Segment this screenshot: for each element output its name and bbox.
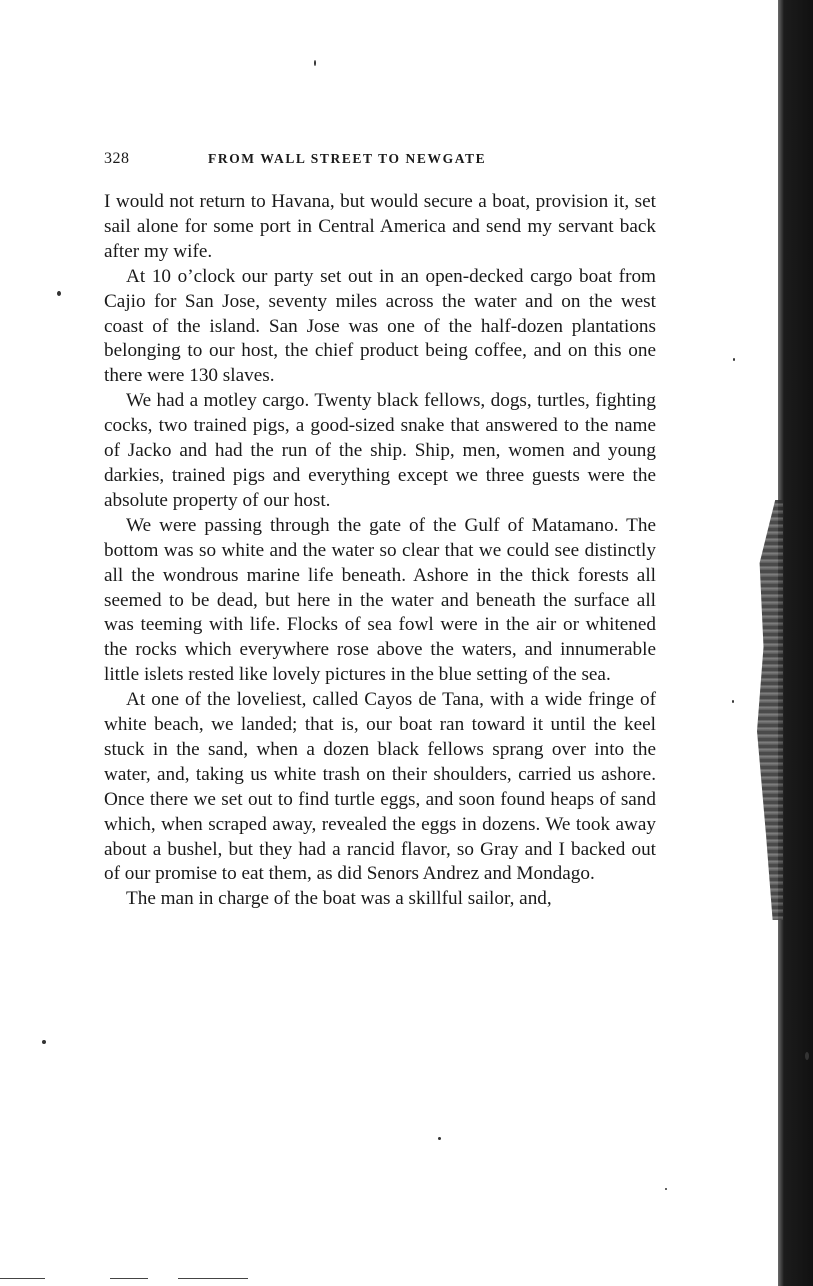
scan-speck <box>57 291 61 296</box>
scan-speck <box>732 700 734 703</box>
body-text <box>104 190 656 912</box>
scan-speck <box>438 1137 441 1140</box>
scan-rule <box>178 1278 248 1279</box>
scan-rule <box>110 1278 148 1279</box>
scan-rule <box>0 1278 45 1279</box>
scan-speck <box>42 1040 46 1044</box>
running-title: FROM WALL STREET TO NEWGATE <box>208 151 487 166</box>
paragraph-2: At 10 o’clock our party set out in an open-decked cargo boat from Cajio for San Jose, seventy miles across the water and on the west coast of the island. San Jose was one of the half-dozen plantations belonging to our host, the chief product being coffee, and on this one there were 130 slaves. <box>104 265 656 387</box>
page-header <box>104 150 664 174</box>
scan-edge-artifact <box>757 500 783 920</box>
scan-speck <box>805 1052 809 1060</box>
paragraph-5: At one of the loveliest, called Cayos de Tana, with a wide fringe of white beach, we landed; that is, our boat ran toward it until the keel stuck in the sand, when a dozen black fellows sprang over into the water, and, taking us white trash on their shoulders, carried us ashore. Once there we set out to find turtle eggs, and soon found heaps of sand which, when scraped away, revealed the eggs in dozens. We took away about a bushel, but they had a rancid flavor, so Gray and I backed out of our promise to eat them, as did Senors Andrez and Mondago. <box>104 689 656 885</box>
paragraph-3: We had a motley cargo. Twenty black fellows, dogs, turtles, fighting cocks, two trained pigs, a good-sized snake that answered to the name of Jacko and had the run of the ship. Ship, men, women and young darkies, trained pigs and everything except we three guests were the absolute property of our host. <box>104 390 656 511</box>
page-number: 328 <box>104 150 130 167</box>
scan-binding-shadow <box>778 0 813 1286</box>
scan-speck <box>665 1188 667 1190</box>
paragraph-6: The man in charge of the boat was a skillful sailor, and, <box>126 888 552 910</box>
paragraph-4: We were passing through the gate of the Gulf of Matamano. The bottom was so white and the water so clear that we could see distinctly all the wondrous marine life beneath. Ashore in the thick forests all seemed to be dead, but here in the water and beneath the surface all was teeming with life. Flocks of sea fowl were in the air or whitened the rocks which everywhere rose above the waters, and innumerable little islets rested like lovely pictures in the blue setting of the sea. <box>104 514 656 686</box>
scan-speck <box>733 358 735 361</box>
scan-speck <box>314 60 316 66</box>
paragraph-1: I would not return to Havana, but would secure a boat, provision it, set sail alone for some port in Central America and send my servant back after my wife. <box>104 191 656 262</box>
